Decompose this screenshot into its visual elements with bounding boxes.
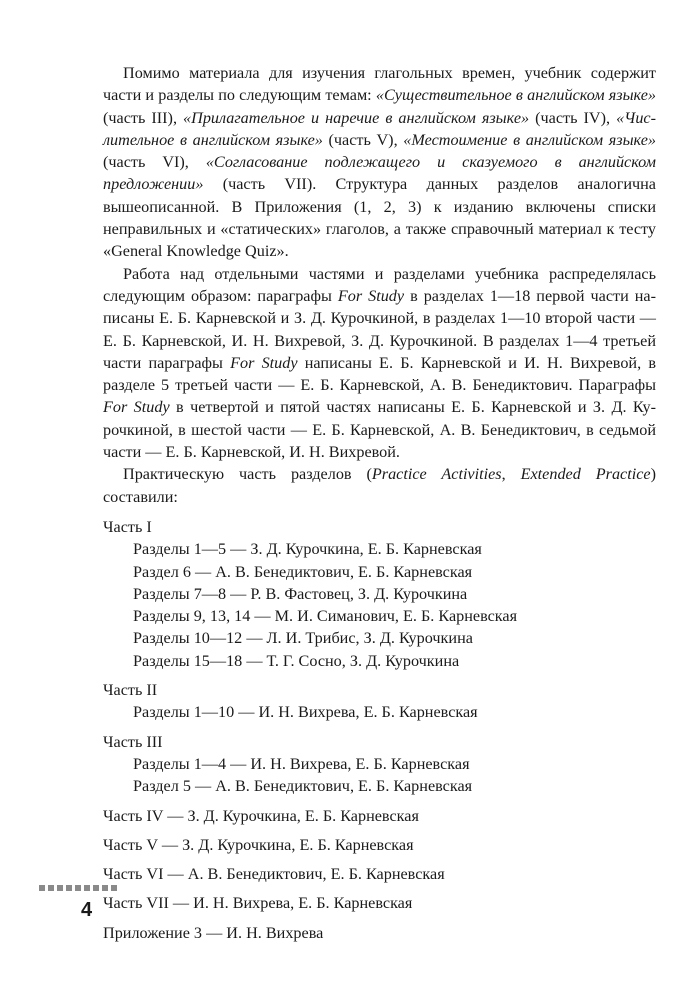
contributors-list — [103, 516, 656, 944]
part-5-line: Часть V — З. Д. Курочкина, Е. Б. Карневская — [103, 835, 414, 854]
dot-icon — [93, 885, 99, 891]
part-2-group — [103, 679, 656, 724]
list-item: Раздел 6 — А. В. Бенедиктович, Е. Б. Карневская — [133, 562, 473, 581]
dot-icon — [48, 885, 54, 891]
dot-icon — [66, 885, 72, 891]
part-3-group — [103, 731, 656, 798]
part-4-line: Часть IV — З. Д. Курочкина, Е. Б. Карневская — [103, 806, 419, 825]
paragraph-topics: Помимо материала для изучения глагольных времен, учебник содержит части и разделы по следующим темам: «Существительное в английском языке» (часть III), «Прилагательное и наречие в английском языке» (часть IV), «Числительное в английском языке» (часть V), «Местоимение в английском языке» (часть VI), «Согласование подлежащего и сказуемого в английском предложении» (часть VII). Структура данных разделов аналогична вышеописанной. В Приложения (1, 2, 3) к изданию включены списки неправильных и «статических» глаголов, а также справочный материал к тесту «General Knowledge Quiz». — [103, 64, 656, 261]
paragraph-practice-intro: Практическую часть разделов (Practice Activities, Extended Practice) составили: — [103, 465, 656, 506]
paragraph-authorship: Работа над отдельными частями и разделами учебника распределялась следующим образом: параграфы For Study в разделах 1—18 первой части написаны Е. Б. Карневской и З. Д. Курочкиной, в разделах 1—10 второй части — Е. Б. Карневской, И. Н. Вихревой, З. Д. Курочкиной. В разделах 1—4 третьей части параграфы For Study написаны Е. Б. Карневской и И. Н. Вихревой, в разделе 5 третьей части — Е. Б. Карневской, А. В. Бенедиктович. Параграфы For Study в четвертой и пятой частях написаны Е. Б. Карневской и З. Д. Курочкиной, в шестой части — Е. Б. Карневской, А. В. Бенедиктович, в седьмой части — Е. Б. Карневской, И. Н. Вихревой. — [103, 264, 656, 462]
part-7-group — [103, 892, 656, 914]
dot-icon — [84, 885, 90, 891]
list-item: Разделы 10—12 — Л. И. Трибис, З. Д. Курочкина — [133, 629, 473, 648]
list-item: Разделы 1—10 — И. Н. Вихрева, Е. Б. Карневская — [133, 703, 478, 722]
part-4-group — [103, 805, 656, 827]
part-1-group — [103, 516, 656, 672]
decorative-dots — [39, 885, 117, 891]
part-1-title: Часть I — [103, 517, 152, 536]
dot-icon — [57, 885, 63, 891]
appendix-3-group — [103, 922, 656, 944]
page-number: 4 — [81, 899, 93, 921]
list-item: Разделы 15—18 — Т. Г. Сосно, З. Д. Курочкина — [133, 651, 460, 670]
part-5-group — [103, 834, 656, 856]
list-item: Разделы 1—4 — И. Н. Вихрева, Е. Б. Карневская — [133, 754, 470, 773]
list-item: Разделы 7—8 — Р. В. Фастовец, З. Д. Курочкина — [133, 584, 468, 603]
body-text — [103, 62, 656, 951]
part-6-line: Часть VI — А. В. Бенедиктович, Е. Б. Карневская — [103, 865, 445, 884]
part-3-title: Часть III — [103, 732, 163, 751]
part-7-line: Часть VII — И. Н. Вихрева, Е. Б. Карневская — [103, 894, 413, 913]
part-2-title: Часть II — [103, 681, 158, 700]
list-item: Раздел 5 — А. В. Бенедиктович, Е. Б. Карневская — [133, 777, 473, 796]
part-6-group — [103, 863, 656, 885]
page-footer — [39, 885, 117, 921]
dot-icon — [39, 885, 45, 891]
list-item: Разделы 9, 13, 14 — М. И. Симанович, Е. Б. Карневская — [133, 607, 518, 626]
dot-icon — [75, 885, 81, 891]
dot-icon — [111, 885, 117, 891]
appendix-3-line: Приложение 3 — И. Н. Вихрева — [103, 923, 324, 942]
list-item: Разделы 1—5 — З. Д. Курочкина, Е. Б. Карневская — [133, 540, 482, 559]
dot-icon — [102, 885, 108, 891]
